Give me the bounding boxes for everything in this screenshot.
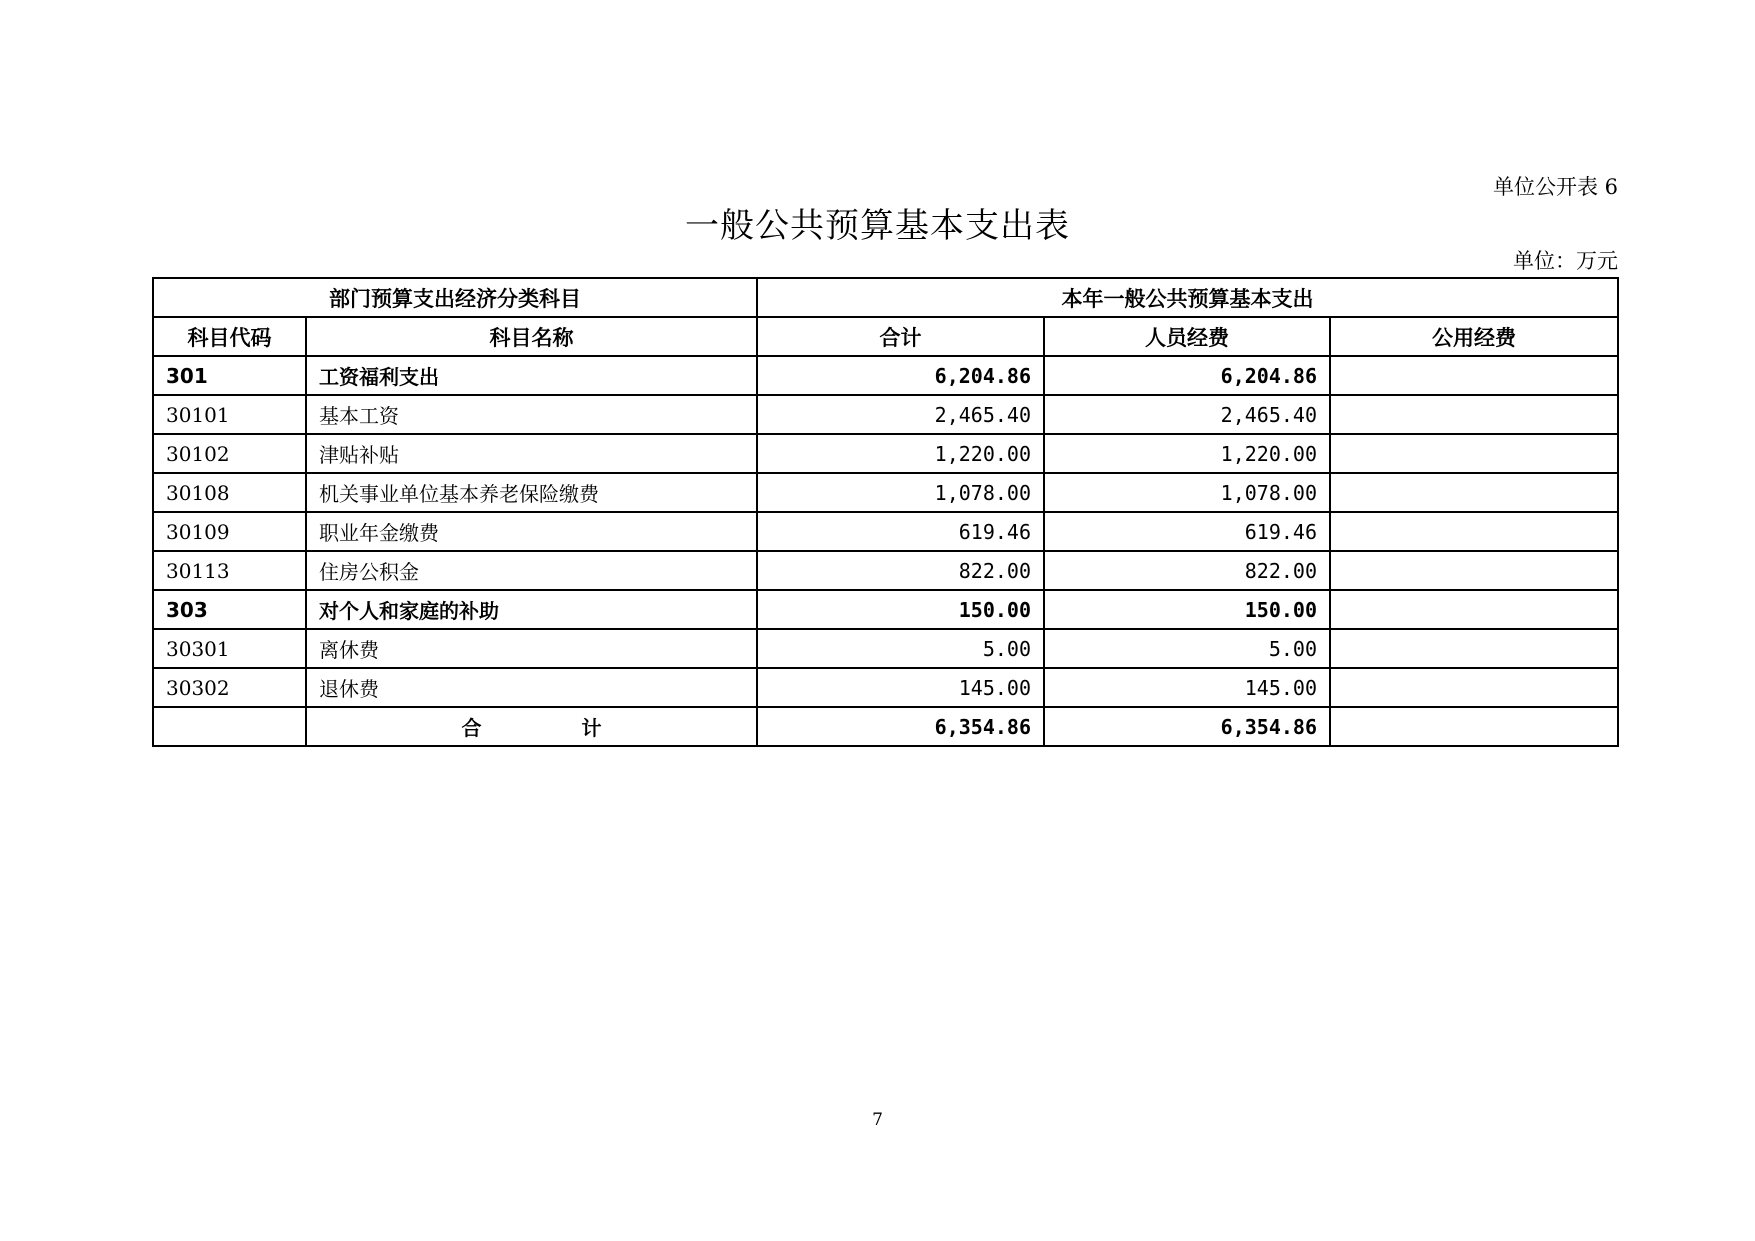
- row-personnel: 6,204.86: [1044, 356, 1330, 395]
- row-code: 30302: [153, 668, 306, 707]
- table-id: 单位公开表 6: [1492, 175, 1618, 199]
- column-header-row: [153, 317, 1618, 356]
- row-name: 对个人和家庭的补助: [306, 590, 757, 629]
- row-name: 住房公积金: [306, 551, 757, 590]
- total-row-total: 6,354.86: [757, 707, 1044, 746]
- table-row: [153, 512, 1618, 551]
- table-row: [153, 668, 1618, 707]
- row-public: [1330, 512, 1618, 551]
- row-personnel: 145.00: [1044, 668, 1330, 707]
- row-total: 619.46: [757, 512, 1044, 551]
- row-personnel: 1,220.00: [1044, 434, 1330, 473]
- row-public: [1330, 434, 1618, 473]
- row-personnel: 822.00: [1044, 551, 1330, 590]
- row-total: 1,078.00: [757, 473, 1044, 512]
- total-row-code: [153, 707, 306, 746]
- row-public: [1330, 395, 1618, 434]
- total-row-public: [1330, 707, 1618, 746]
- column-header-public: 公用经费: [1330, 317, 1618, 356]
- row-total: 150.00: [757, 590, 1044, 629]
- row-personnel: 5.00: [1044, 629, 1330, 668]
- row-name: 基本工资: [306, 395, 757, 434]
- group-header-expenditure: 本年一般公共预算基本支出: [757, 278, 1618, 317]
- row-personnel: 1,078.00: [1044, 473, 1330, 512]
- total-label-part-2: 计: [581, 716, 602, 740]
- total-label-part-1: 合: [461, 716, 482, 740]
- row-personnel: 2,465.40: [1044, 395, 1330, 434]
- column-header-total: 合计: [757, 317, 1044, 356]
- total-row: [153, 707, 1618, 746]
- row-code: 30108: [153, 473, 306, 512]
- row-public: [1330, 590, 1618, 629]
- budget-table: [152, 277, 1619, 747]
- row-public: [1330, 356, 1618, 395]
- row-name: 离休费: [306, 629, 757, 668]
- row-total: 2,465.40: [757, 395, 1044, 434]
- column-header-code: 科目代码: [153, 317, 306, 356]
- row-personnel: 619.46: [1044, 512, 1330, 551]
- row-total: 1,220.00: [757, 434, 1044, 473]
- row-public: [1330, 551, 1618, 590]
- row-name: 退休费: [306, 668, 757, 707]
- row-name: 职业年金缴费: [306, 512, 757, 551]
- group-header-row: [153, 278, 1618, 317]
- table-row: [153, 590, 1618, 629]
- page-title: 一般公共预算基本支出表: [685, 206, 1070, 246]
- row-code: 30301: [153, 629, 306, 668]
- row-name: 工资福利支出: [306, 356, 757, 395]
- table-row: [153, 434, 1618, 473]
- row-code: 301: [153, 356, 306, 395]
- row-code: 30109: [153, 512, 306, 551]
- row-public: [1330, 629, 1618, 668]
- row-code: 30102: [153, 434, 306, 473]
- table-row: [153, 473, 1618, 512]
- table-row: [153, 551, 1618, 590]
- total-row-label: [306, 707, 757, 746]
- group-header-classification: 部门预算支出经济分类科目: [153, 278, 757, 317]
- row-total: 145.00: [757, 668, 1044, 707]
- table-row: [153, 629, 1618, 668]
- row-public: [1330, 668, 1618, 707]
- column-header-personnel: 人员经费: [1044, 317, 1330, 356]
- table-row: [153, 356, 1618, 395]
- row-code: 303: [153, 590, 306, 629]
- row-personnel: 150.00: [1044, 590, 1330, 629]
- row-total: 822.00: [757, 551, 1044, 590]
- row-total: 5.00: [757, 629, 1044, 668]
- row-name: 津贴补贴: [306, 434, 757, 473]
- row-code: 30113: [153, 551, 306, 590]
- row-total: 6,204.86: [757, 356, 1044, 395]
- row-code: 30101: [153, 395, 306, 434]
- column-header-name: 科目名称: [306, 317, 757, 356]
- row-public: [1330, 473, 1618, 512]
- unit-label: 单位：万元: [1513, 249, 1618, 273]
- table-row: [153, 395, 1618, 434]
- row-name: 机关事业单位基本养老保险缴费: [306, 473, 757, 512]
- total-row-personnel: 6,354.86: [1044, 707, 1330, 746]
- page-number: 7: [872, 1110, 883, 1130]
